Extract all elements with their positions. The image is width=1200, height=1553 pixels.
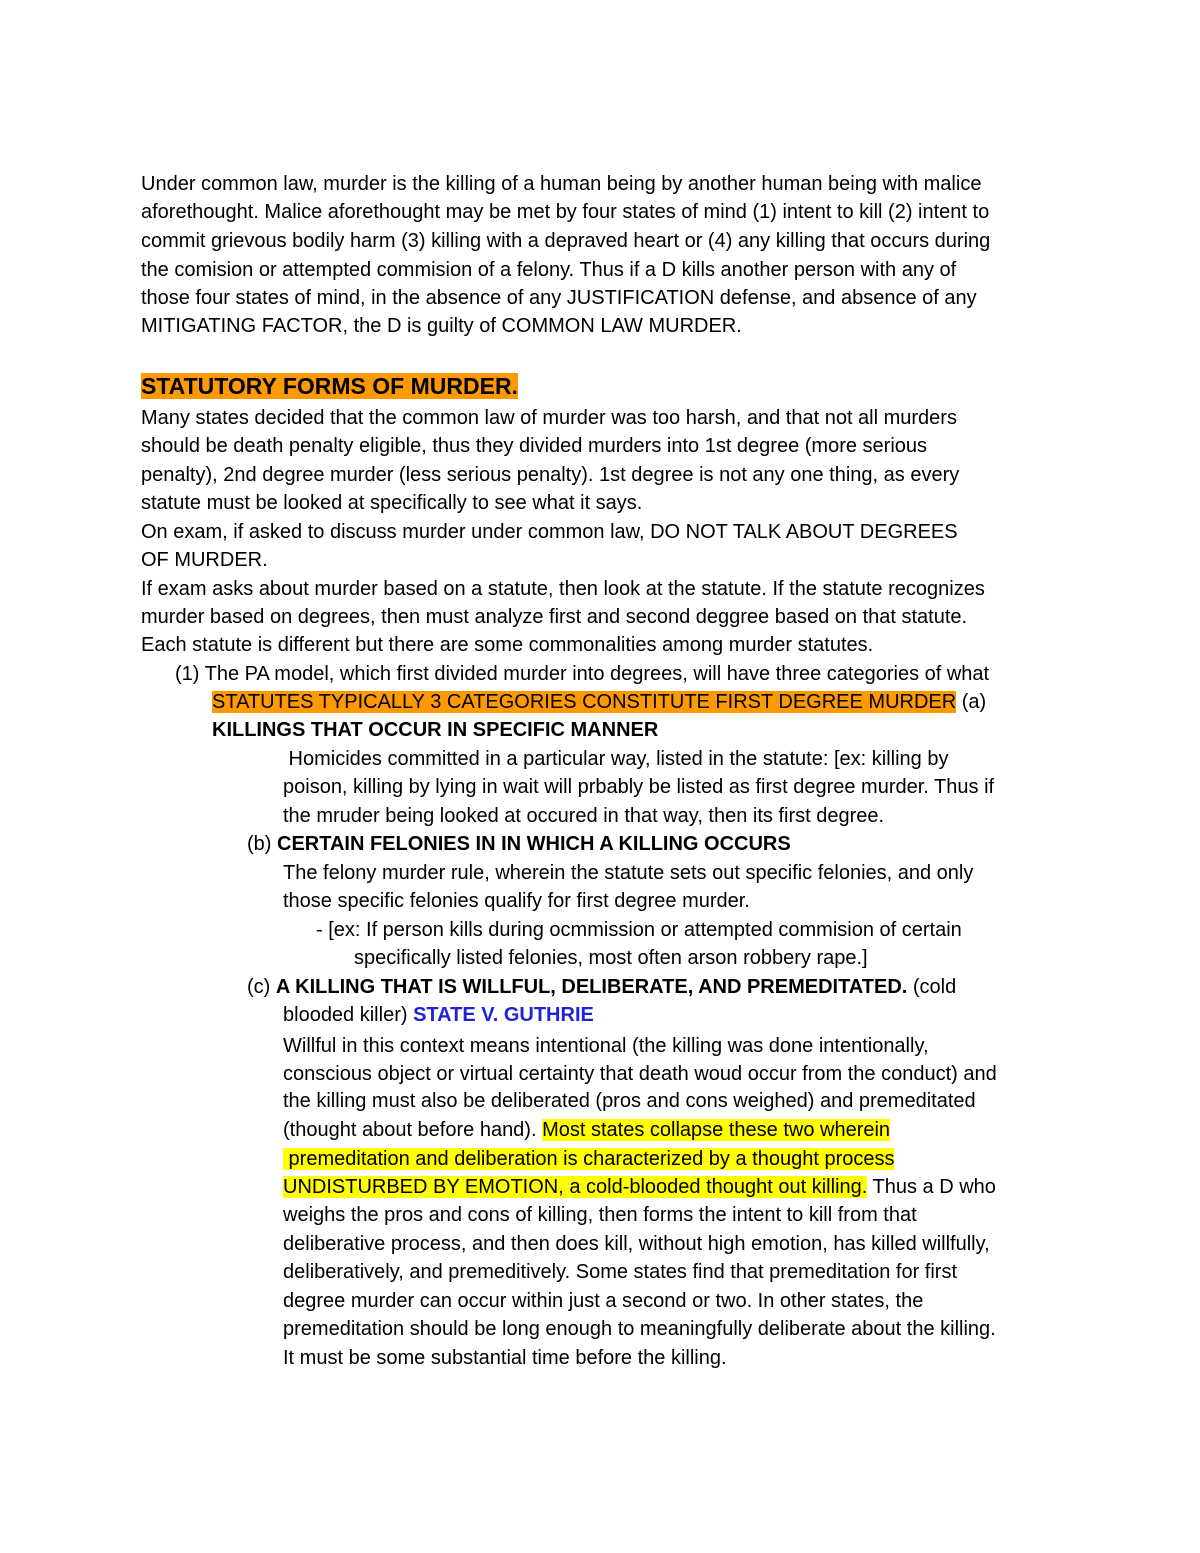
intro-line: MITIGATING FACTOR, the D is guilty of COMMON LAW MURDER. (141, 315, 742, 337)
item-1-line: (1) The PA model, which first divided murder into degrees, will have three categories of what (175, 663, 990, 685)
item-a-text: poison, killing by lying in wait will prbably be listed as first degree murder. Thus if (283, 776, 995, 798)
item-c-line-2 (283, 1002, 594, 1028)
item-a-heading: KILLINGS THAT OCCUR IN SPECIFIC MANNER (212, 719, 659, 741)
item-c-heading-line (247, 974, 956, 1000)
item-c-prefix: blooded killer) (283, 1004, 414, 1026)
item-c-text: It must be some substantial time before the killing. (283, 1347, 727, 1369)
intro-line: aforethought. Malice aforethought may be met by four states of mind (1) intent to kill (2) intent to (141, 201, 990, 223)
intro-line: those four states of mind, in the absence of any JUSTIFICATION defense, and absence of any (141, 287, 977, 309)
item-c-marker: (c) (247, 976, 276, 998)
body-line: statute must be looked at specifically to see what it says. (141, 492, 643, 514)
item-b-heading: CERTAIN FELONIES IN IN WHICH A KILLING OCCURS (277, 833, 791, 855)
item-c-text: deliberative process, and then does kill, without high emotion, has killed willfully, (283, 1233, 990, 1255)
categories-highlight: STATUTES TYPICALLY 3 CATEGORIES CONSTITUTE FIRST DEGREE MURDER (212, 691, 957, 713)
body-line: If exam asks about murder based on a statute, then look at the statute. If the statute recognizes (141, 578, 985, 600)
item-c-plain: (thought about before hand). (283, 1119, 543, 1141)
intro-line: the comision or attempted commision of a felony. Thus if a D kills another person with any of (141, 259, 957, 281)
item-c-text: premeditation should be long enough to meaningfully deliberate about the killing. (283, 1318, 996, 1340)
case-name: STATE V. GUTHRIE (413, 1004, 594, 1026)
body-line: penalty), 2nd degree murder (less serious penalty). 1st degree is not any one thing, as every (141, 464, 960, 486)
item-b-text: those specific felonies qualify for first degree murder. (283, 890, 750, 912)
item-c-text: deliberatively, and premeditively. Some states find that premeditation for first (283, 1261, 958, 1283)
item-c-after-heading: (cold (907, 976, 957, 998)
yellow-highlight: premeditation and deliberation is characterized by a thought process (283, 1148, 895, 1170)
item-c-text: Willful in this context means intentional (the killing was done intentionally, (283, 1035, 929, 1057)
yellow-highlight: UNDISTURBED BY EMOTION, a cold-blooded thought out killing. (283, 1176, 868, 1198)
body-line: should be death penalty eligible, thus they divided murders into 1st degree (more serious (141, 435, 928, 457)
item-c-text: weighs the pros and cons of killing, then forms the intent to kill from that (283, 1204, 917, 1226)
item-c-hl-line-2 (283, 1146, 894, 1172)
item-c-after-highlight: Thus a D who (867, 1176, 996, 1198)
item-b-heading-line (247, 831, 791, 857)
item-c-text: degree murder can occur within just a second or two. In other states, the (283, 1290, 924, 1312)
item-c-text: the killing must also be deliberated (pros and cons weighed) and premeditated (283, 1090, 976, 1112)
item-c-hl-line-3 (283, 1174, 996, 1200)
item-b-bullet: - [ex: If person kills during ocmmission or attempted commision of certain (316, 919, 962, 941)
item-1-line-2 (212, 689, 986, 715)
body-line: Many states decided that the common law of murder was too harsh, and that not all murders (141, 407, 957, 429)
intro-line: commit grievous bodily harm (3) killing with a depraved heart or (4) any killing that occurs during (141, 230, 991, 252)
body-line: Each statute is different but there are some commonalities among murder statutes. (141, 634, 874, 656)
section-heading-text: STATUTORY FORMS OF MURDER. (141, 373, 518, 399)
item-c-hl-line-1 (283, 1117, 890, 1143)
item-b-marker: (b) (247, 833, 277, 855)
item-a-text: Homicides committed in a particular way, listed in the statute: [ex: killing by (283, 748, 949, 770)
item-b-bullet: specifically listed felonies, most often arson robbery rape.] (354, 947, 868, 969)
item-a-text: the mruder being looked at occured in that way, then its first degree. (283, 805, 885, 827)
intro-line: Under common law, murder is the killing of a human being by another human being with malice (141, 173, 982, 195)
item-c-text: conscious object or virtual certainty that death woud occur from the conduct) and (283, 1063, 997, 1085)
yellow-highlight: Most states collapse these two wherein (542, 1119, 891, 1141)
item-c-heading: A KILLING THAT IS WILLFUL, DELIBERATE, AND PREMEDITATED. (275, 976, 908, 998)
body-line: OF MURDER. (141, 549, 268, 571)
item-b-text: The felony murder rule, wherein the statute sets out specific felonies, and only (283, 862, 974, 884)
item-a-marker: (a) (956, 691, 987, 713)
body-line: On exam, if asked to discuss murder under common law, DO NOT TALK ABOUT DEGREES (141, 521, 958, 543)
section-heading (141, 371, 518, 401)
body-line: murder based on degrees, then must analyze first and second deggree based on that statute. (141, 606, 968, 628)
